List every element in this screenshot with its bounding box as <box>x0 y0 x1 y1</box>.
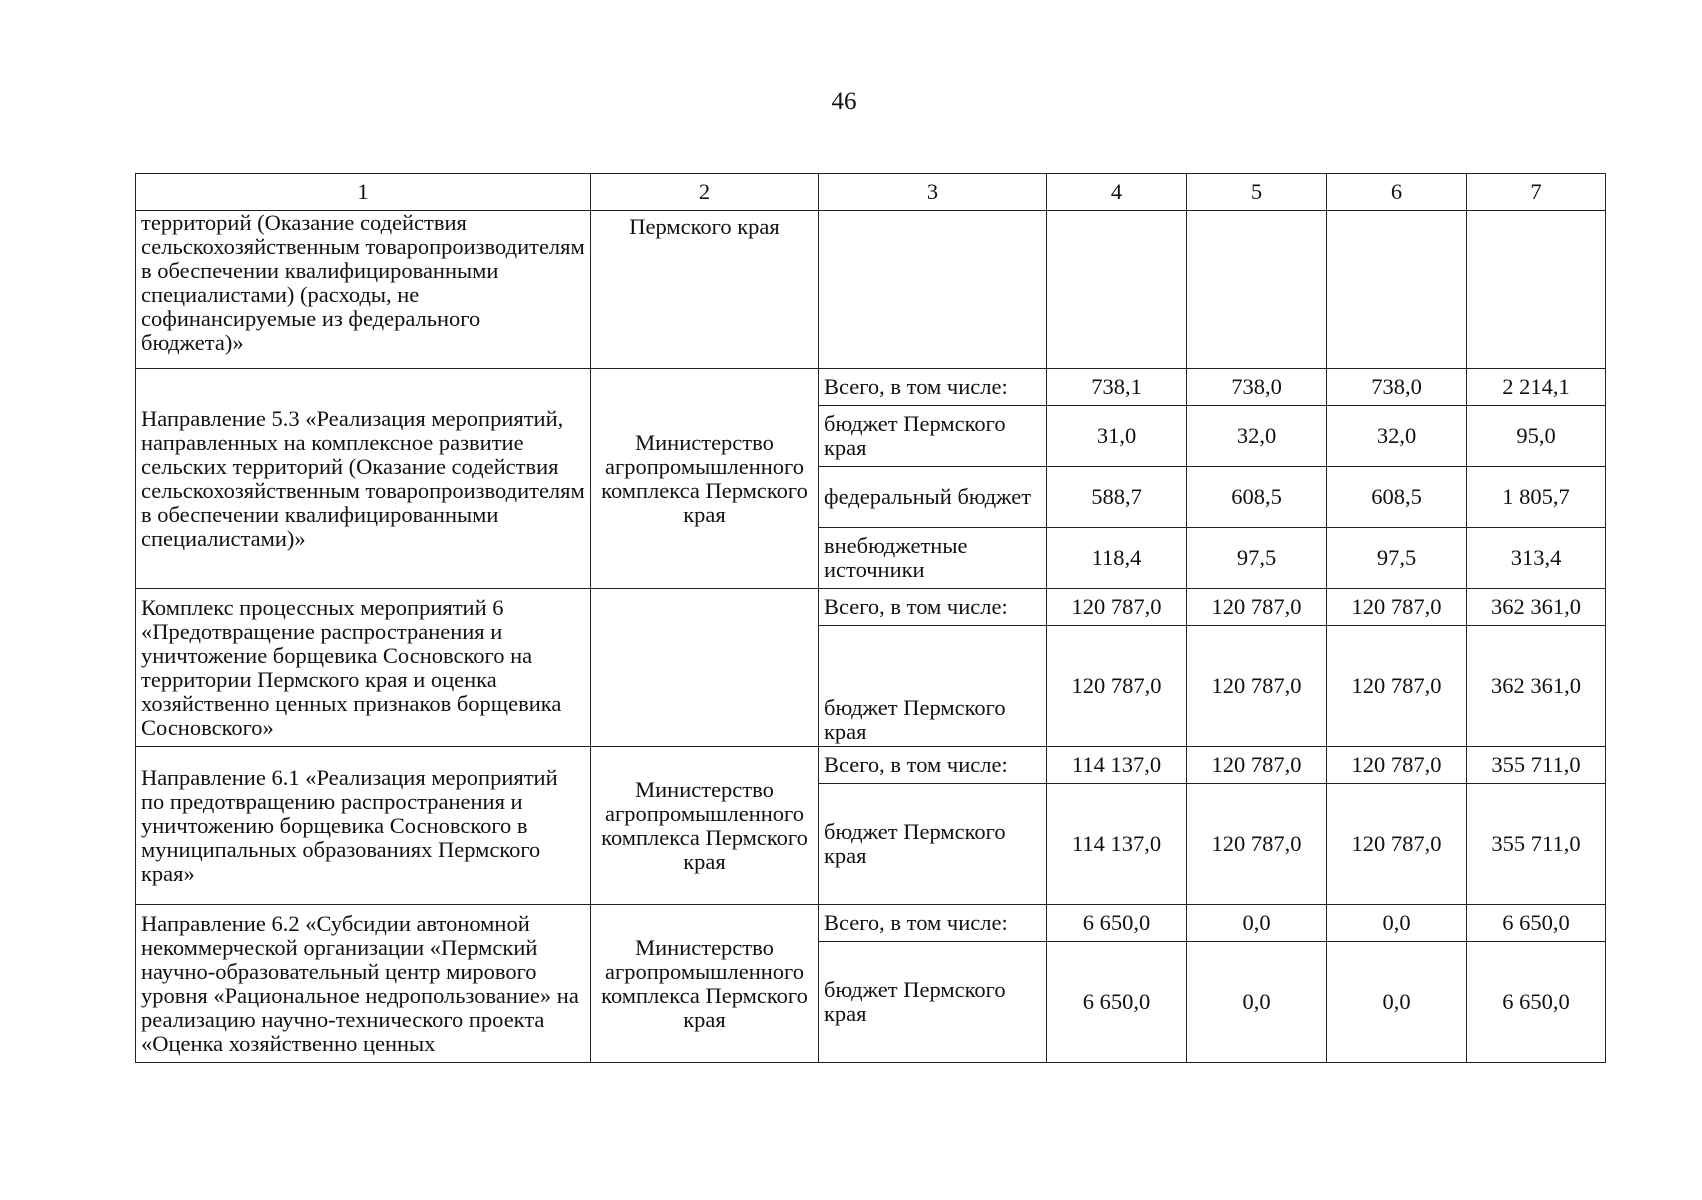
value-cell: 32,0 <box>1327 406 1467 467</box>
funding-source-cell: бюджет Пермского края <box>819 626 1047 747</box>
value-cell: 120 787,0 <box>1047 589 1187 626</box>
value-cell: 588,7 <box>1047 467 1187 528</box>
value-cell: 0,0 <box>1187 905 1327 942</box>
executor-cell: Министерство агропромышленного комплекса Пермского края <box>591 369 819 589</box>
event-name-cell: Комплекс процессных мероприятий 6 «Предотвращение распространения и уничтожение борщевика Сосновского на территории Пермского края и оценка хозяйственно ценных признаков борщевика Сосновского» <box>136 589 591 747</box>
value-cell: 1 805,7 <box>1467 467 1606 528</box>
funding-source-cell: бюджет Пермского края <box>819 784 1047 905</box>
value-cell: 0,0 <box>1187 942 1327 1063</box>
value-cell: 120 787,0 <box>1327 626 1467 747</box>
table-row <box>136 747 1606 784</box>
value-cell: 120 787,0 <box>1187 784 1327 905</box>
value-cell: 738,0 <box>1187 369 1327 406</box>
table-row <box>136 369 1606 406</box>
column-number-row <box>136 174 1606 211</box>
value-cell: 97,5 <box>1187 528 1327 589</box>
value-cell: 118,4 <box>1047 528 1187 589</box>
empty-cell <box>1187 211 1327 369</box>
executor-cell: Пермского края <box>591 211 819 369</box>
empty-cell <box>1047 211 1187 369</box>
funding-source-cell: Всего, в том числе: <box>819 589 1047 626</box>
executor-cell: Министерство агропромышленного комплекса Пермского края <box>591 747 819 905</box>
value-cell: 608,5 <box>1327 467 1467 528</box>
value-cell: 114 137,0 <box>1047 747 1187 784</box>
funding-source-cell: внебюджетные источники <box>819 528 1047 589</box>
value-cell: 608,5 <box>1187 467 1327 528</box>
value-cell: 97,5 <box>1327 528 1467 589</box>
table-row <box>136 589 1606 626</box>
value-cell: 6 650,0 <box>1047 942 1187 1063</box>
column-number: 3 <box>819 174 1047 211</box>
value-cell: 355 711,0 <box>1467 784 1606 905</box>
executor-cell <box>591 589 819 747</box>
funding-source-cell: Всего, в том числе: <box>819 369 1047 406</box>
event-name-cell: Направление 6.1 «Реализация мероприятий по предотвращению распространения и уничтожению борщевика Сосновского в муниципальных образованиях Пермского края» <box>136 747 591 905</box>
funding-source-cell: Всего, в том числе: <box>819 747 1047 784</box>
column-number: 7 <box>1467 174 1606 211</box>
value-cell: 0,0 <box>1327 905 1467 942</box>
value-cell: 114 137,0 <box>1047 784 1187 905</box>
column-number: 1 <box>136 174 591 211</box>
funding-source-cell: Всего, в том числе: <box>819 905 1047 942</box>
value-cell: 120 787,0 <box>1187 747 1327 784</box>
column-number: 4 <box>1047 174 1187 211</box>
funding-source-cell: бюджет Пермского края <box>819 942 1047 1063</box>
column-number: 5 <box>1187 174 1327 211</box>
value-cell: 120 787,0 <box>1327 589 1467 626</box>
column-number: 2 <box>591 174 819 211</box>
empty-cell <box>1327 211 1467 369</box>
value-cell: 738,0 <box>1327 369 1467 406</box>
value-cell: 6 650,0 <box>1467 905 1606 942</box>
table-row <box>136 905 1606 942</box>
value-cell: 120 787,0 <box>1047 626 1187 747</box>
empty-cell <box>819 211 1047 369</box>
value-cell: 120 787,0 <box>1327 784 1467 905</box>
value-cell: 2 214,1 <box>1467 369 1606 406</box>
event-name-cell: Направление 5.3 «Реализация мероприятий, направленных на комплексное развитие сельских территорий (Оказание содействия сельскохозяйственным товаропроизводителям в обеспечении квалифицированными специалистами)» <box>136 369 591 589</box>
event-name-cell: территорий (Оказание содействия сельскохозяйственным товаропроизводителям в обеспечении квалифицированными специалистами) (расходы, не софинансируемые из федерального бюджета)» <box>136 211 591 369</box>
page-number: 46 <box>831 88 857 115</box>
executor-cell: Министерство агропромышленного комплекса Пермского края <box>591 905 819 1063</box>
value-cell: 0,0 <box>1327 942 1467 1063</box>
value-cell: 362 361,0 <box>1467 589 1606 626</box>
value-cell: 313,4 <box>1467 528 1606 589</box>
funding-source-cell: федеральный бюджет <box>819 467 1047 528</box>
value-cell: 95,0 <box>1467 406 1606 467</box>
column-number: 6 <box>1327 174 1467 211</box>
value-cell: 120 787,0 <box>1187 589 1327 626</box>
event-name-cell: Направление 6.2 «Субсидии автономной некоммерческой организации «Пермский научно-образовательный центр мирового уровня «Рациональное недропользование» на реализацию научно-технического проекта «Оценка хозяйственно ценных <box>136 905 591 1063</box>
table-row <box>136 211 1606 369</box>
value-cell: 6 650,0 <box>1467 942 1606 1063</box>
empty-cell <box>1467 211 1606 369</box>
value-cell: 32,0 <box>1187 406 1327 467</box>
budget-table <box>135 173 1606 1063</box>
value-cell: 738,1 <box>1047 369 1187 406</box>
value-cell: 31,0 <box>1047 406 1187 467</box>
value-cell: 355 711,0 <box>1467 747 1606 784</box>
value-cell: 120 787,0 <box>1327 747 1467 784</box>
value-cell: 6 650,0 <box>1047 905 1187 942</box>
funding-source-cell: бюджет Пермского края <box>819 406 1047 467</box>
value-cell: 362 361,0 <box>1467 626 1606 747</box>
value-cell: 120 787,0 <box>1187 626 1327 747</box>
